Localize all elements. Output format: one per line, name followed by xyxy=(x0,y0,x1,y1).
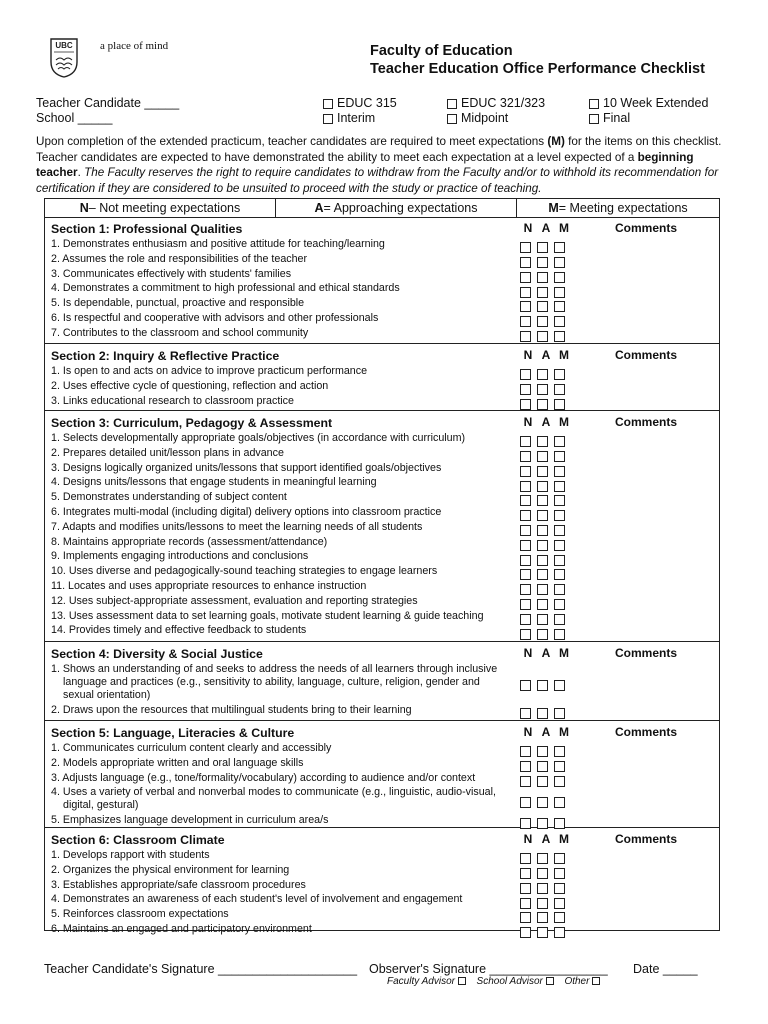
column-m: M xyxy=(559,415,569,429)
checklist-item: 9. Implements engaging introductions and conclusions xyxy=(51,550,309,563)
rating-m-checkbox[interactable] xyxy=(554,436,565,447)
rating-a-checkbox[interactable] xyxy=(537,927,548,938)
rating-a-checkbox[interactable] xyxy=(537,287,548,298)
rating-a-checkbox[interactable] xyxy=(537,331,548,342)
checklist-item: 1. Communicates curriculum content clearly and accessibly xyxy=(51,742,332,754)
rating-n-checkbox[interactable] xyxy=(520,257,531,268)
column-m: M xyxy=(559,725,569,739)
checklist-item: 1. Demonstrates enthusiasm and positive attitude for teaching/learning xyxy=(51,238,385,250)
ubc-logo xyxy=(50,38,78,78)
rating-n-checkbox[interactable] xyxy=(520,599,531,610)
checklist-item: 5. Is dependable, punctual, proactive and responsible xyxy=(51,297,305,310)
rating-checkboxes xyxy=(520,924,571,942)
comments-header: Comments xyxy=(615,415,678,429)
rating-a-checkbox[interactable] xyxy=(537,495,548,506)
checklist-item: 11. Locates and uses appropriate resources to enhance instruction xyxy=(51,580,367,592)
rating-m-checkbox[interactable] xyxy=(554,510,565,521)
column-m: M xyxy=(559,832,569,846)
faculty-title: Faculty of Education xyxy=(370,43,513,59)
checklist-item: 3. Links educational research to classroom practice xyxy=(51,394,294,407)
rating-n-checkbox[interactable] xyxy=(520,495,531,506)
rating-n-checkbox[interactable] xyxy=(520,287,531,298)
checklist-item: 7. Contributes to the classroom and school community xyxy=(51,326,309,339)
rating-a-checkbox[interactable] xyxy=(537,614,548,625)
rating-n-checkbox[interactable] xyxy=(520,868,531,879)
rating-m-checkbox[interactable] xyxy=(554,555,565,566)
option-final[interactable]: Final xyxy=(589,111,630,125)
checklist-item: 13. Uses assessment data to set learning goals, motivate student learning & guide teaching xyxy=(51,609,484,622)
rating-checkboxes xyxy=(520,625,571,643)
section-title: Section 2: Inquiry & Reflective Practice xyxy=(51,349,280,363)
rating-a-checkbox[interactable] xyxy=(537,599,548,610)
school-advisor-checkbox[interactable] xyxy=(546,977,554,985)
rating-n-checkbox[interactable] xyxy=(520,384,531,395)
rating-n-checkbox[interactable] xyxy=(520,436,531,447)
rating-columns-header xyxy=(519,221,573,235)
rating-n-checkbox[interactable] xyxy=(520,451,531,462)
rating-m-checkbox[interactable] xyxy=(554,569,565,580)
rating-m-checkbox[interactable] xyxy=(554,369,565,380)
rating-a-checkbox[interactable] xyxy=(537,797,548,808)
comments-header: Comments xyxy=(615,221,678,235)
column-a: A xyxy=(541,348,551,362)
rating-n-checkbox[interactable] xyxy=(520,746,531,757)
checkbox[interactable] xyxy=(589,99,599,109)
checklist-section xyxy=(45,344,719,411)
rating-n-checkbox[interactable] xyxy=(520,331,531,342)
checklist-item: 2. Uses effective cycle of questioning, reflection and action xyxy=(51,379,329,392)
option-10-week[interactable]: 10 Week Extended xyxy=(589,96,708,110)
column-a: A xyxy=(541,221,551,235)
faculty-advisor-checkbox[interactable] xyxy=(458,977,466,985)
date-field[interactable]: Date _____ xyxy=(633,962,698,976)
checklist-item: 6. Is respectful and cooperative with advisors and other professionals xyxy=(51,312,379,324)
rating-a-checkbox[interactable] xyxy=(537,708,548,719)
rating-n-checkbox[interactable] xyxy=(520,369,531,380)
rating-checkboxes xyxy=(520,794,571,812)
rating-columns-header xyxy=(519,832,573,846)
checklist-item: 3. Designs logically organized units/lessons that support identified goals/objectives xyxy=(51,461,442,474)
rating-a-checkbox[interactable] xyxy=(537,761,548,772)
rating-m-checkbox[interactable] xyxy=(554,287,565,298)
rating-a-checkbox[interactable] xyxy=(537,883,548,894)
section-title: Section 3: Curriculum, Pedagogy & Assessment xyxy=(51,416,333,430)
other-checkbox[interactable] xyxy=(592,977,600,985)
section-title: Section 4: Diversity & Social Justice xyxy=(51,647,263,661)
legend-n: N – Not meeting expectations xyxy=(45,199,276,217)
checklist-item: 2. Assumes the role and responsibilities of the teacher xyxy=(51,252,308,265)
rating-n-checkbox[interactable] xyxy=(520,481,531,492)
column-n: N xyxy=(523,348,533,362)
rating-a-checkbox[interactable] xyxy=(537,510,548,521)
column-n: N xyxy=(523,832,533,846)
rating-a-checkbox[interactable] xyxy=(537,555,548,566)
checklist-item: 6. Integrates multi-modal (including digital) delivery options into classroom practice xyxy=(51,506,442,518)
checklist-item: 1. Selects developmentally appropriate goals/objectives (in accordance with curriculum) xyxy=(51,432,466,444)
rating-n-checkbox[interactable] xyxy=(520,525,531,536)
rating-a-checkbox[interactable] xyxy=(537,746,548,757)
rating-m-checkbox[interactable] xyxy=(554,257,565,268)
column-n: N xyxy=(523,725,533,739)
comments-header: Comments xyxy=(615,348,678,362)
checklist-item: 5. Reinforces classroom expectations xyxy=(51,908,229,921)
checkbox[interactable] xyxy=(447,99,457,109)
checklist-title: Teacher Education Office Performance Checklist xyxy=(370,61,705,77)
rating-m-checkbox[interactable] xyxy=(554,680,565,691)
tagline: a place of mind xyxy=(100,40,169,52)
rating-m-checkbox[interactable] xyxy=(554,540,565,551)
rating-n-checkbox[interactable] xyxy=(520,466,531,477)
column-m: M xyxy=(559,221,569,235)
rating-n-checkbox[interactable] xyxy=(520,301,531,312)
rating-m-checkbox[interactable] xyxy=(554,746,565,757)
rating-n-checkbox[interactable] xyxy=(520,399,531,410)
legend xyxy=(44,198,720,218)
rating-a-checkbox[interactable] xyxy=(537,466,548,477)
checklist-item: 8. Maintains appropriate records (assessment/attendance) xyxy=(51,535,328,548)
rating-a-checkbox[interactable] xyxy=(537,451,548,462)
rating-n-checkbox[interactable] xyxy=(520,316,531,327)
option-midpoint[interactable]: Midpoint xyxy=(447,111,508,125)
rating-m-checkbox[interactable] xyxy=(554,301,565,312)
rating-a-checkbox[interactable] xyxy=(537,680,548,691)
rating-n-checkbox[interactable] xyxy=(520,797,531,808)
option-educ315[interactable]: EDUC 315 xyxy=(323,96,397,110)
rating-columns-header xyxy=(519,348,573,362)
rating-a-checkbox[interactable] xyxy=(537,436,548,447)
section-title: Section 1: Professional Qualities xyxy=(51,222,243,236)
column-a: A xyxy=(541,832,551,846)
rating-n-checkbox[interactable] xyxy=(520,510,531,521)
column-n: N xyxy=(523,646,533,660)
rating-n-checkbox[interactable] xyxy=(520,242,531,253)
section-title: Section 5: Language, Literacies & Culture xyxy=(51,726,295,740)
comments-header: Comments xyxy=(615,725,678,739)
column-m: M xyxy=(559,348,569,362)
rating-a-checkbox[interactable] xyxy=(537,272,548,283)
checklist-item: 3. Communicates effectively with students' families xyxy=(51,267,292,280)
checklist-section xyxy=(45,828,719,935)
intro-paragraph: Upon completion of the extended practicum, teacher candidates are required to meet expectations (M) for the items on this checklist. Teacher candidates are expected to have demonstrated the ability to meet each expectation at a level expected of a beginning teacher. The Faculty reserves the right to require candidates to withdraw from the Faculty and/or to withhold its recommendation for certification if they are considered to be unsuited to proceed with the study or practice of teaching. xyxy=(36,135,722,195)
rating-checkboxes xyxy=(520,677,571,695)
column-a: A xyxy=(541,725,551,739)
rating-m-checkbox[interactable] xyxy=(554,481,565,492)
checklist-item: 12. Uses subject-appropriate assessment, evaluation and reporting strategies xyxy=(51,594,418,607)
rating-a-checkbox[interactable] xyxy=(537,584,548,595)
candidate-signature[interactable]: Teacher Candidate's Signature ____________________ xyxy=(44,962,358,976)
rating-a-checkbox[interactable] xyxy=(537,629,548,640)
column-a: A xyxy=(541,415,551,429)
rating-a-checkbox[interactable] xyxy=(537,540,548,551)
rating-m-checkbox[interactable] xyxy=(554,584,565,595)
column-m: M xyxy=(559,646,569,660)
checkbox[interactable] xyxy=(323,114,333,124)
rating-m-checkbox[interactable] xyxy=(554,761,565,772)
teacher-candidate-field[interactable]: Teacher Candidate _____ xyxy=(36,96,180,110)
rating-n-checkbox[interactable] xyxy=(520,272,531,283)
checklist-item: 1. Is open to and acts on advice to improve practicum performance xyxy=(51,365,368,377)
legend-m: M = Meeting expectations xyxy=(548,201,688,215)
rating-n-checkbox[interactable] xyxy=(520,680,531,691)
checklist-item: 4. Designs units/lessons that engage students in meaningful learning xyxy=(51,476,377,489)
comments-header: Comments xyxy=(615,646,678,660)
option-educ321[interactable]: EDUC 321/323 xyxy=(447,96,545,110)
rating-a-checkbox[interactable] xyxy=(537,369,548,380)
svg-text:UBC: UBC xyxy=(55,41,73,50)
checklist-item: 3. Adjusts language (e.g., tone/formality/vocabulary) according to audience and/or context xyxy=(51,771,476,784)
checklist-item: 4. Demonstrates a commitment to high professional and ethical standards xyxy=(51,282,400,295)
rating-a-checkbox[interactable] xyxy=(537,257,548,268)
column-n: N xyxy=(523,221,533,235)
rating-a-checkbox[interactable] xyxy=(537,898,548,909)
school-field[interactable]: School _____ xyxy=(36,111,113,125)
rating-n-checkbox[interactable] xyxy=(520,883,531,894)
checklist-table xyxy=(44,217,720,935)
rating-n-checkbox[interactable] xyxy=(520,629,531,640)
comments-header: Comments xyxy=(615,832,678,846)
checklist-item: 1. Shows an understanding of and seeks to address the needs of all learners through inclusive language and practices (e.g., sensitivity to ability, language, culture, religion, gender and sexual orientation) xyxy=(51,663,498,701)
checklist-item: 6. Maintains an engaged and participatory environment xyxy=(51,923,312,935)
rating-m-checkbox[interactable] xyxy=(554,495,565,506)
checklist-section xyxy=(45,642,719,721)
rating-m-checkbox[interactable] xyxy=(554,614,565,625)
checklist-item: 14. Provides timely and effective feedback to students xyxy=(51,624,307,637)
checklist-item: 4. Uses a variety of verbal and nonverbal modes to communicate (e.g., linguistic, audio-visual, digital, gestural) xyxy=(51,786,496,812)
rating-n-checkbox[interactable] xyxy=(520,927,531,938)
observer-signature[interactable]: Observer's Signature _________________ xyxy=(369,962,608,976)
rating-a-checkbox[interactable] xyxy=(537,853,548,864)
legend-a: A = Approaching expectations xyxy=(276,199,517,217)
rating-n-checkbox[interactable] xyxy=(520,584,531,595)
rating-m-checkbox[interactable] xyxy=(554,868,565,879)
rating-m-checkbox[interactable] xyxy=(554,708,565,719)
rating-m-checkbox[interactable] xyxy=(554,466,565,477)
rating-columns-header xyxy=(519,415,573,429)
rating-m-checkbox[interactable] xyxy=(554,797,565,808)
rating-n-checkbox[interactable] xyxy=(520,555,531,566)
checklist-item: 2. Prepares detailed unit/lesson plans in advance xyxy=(51,446,284,459)
rating-n-checkbox[interactable] xyxy=(520,776,531,787)
checklist-item: 3. Establishes appropriate/safe classroom procedures xyxy=(51,878,306,891)
option-interim[interactable]: Interim xyxy=(323,111,375,125)
checklist-section xyxy=(45,217,719,344)
rating-a-checkbox[interactable] xyxy=(537,242,548,253)
rating-m-checkbox[interactable] xyxy=(554,451,565,462)
rating-m-checkbox[interactable] xyxy=(554,399,565,410)
rating-a-checkbox[interactable] xyxy=(537,481,548,492)
rating-m-checkbox[interactable] xyxy=(554,853,565,864)
rating-a-checkbox[interactable] xyxy=(537,399,548,410)
checklist-section xyxy=(45,721,719,828)
rating-m-checkbox[interactable] xyxy=(554,384,565,395)
rating-a-checkbox[interactable] xyxy=(537,301,548,312)
rating-m-checkbox[interactable] xyxy=(554,242,565,253)
rating-a-checkbox[interactable] xyxy=(537,776,548,787)
rating-n-checkbox[interactable] xyxy=(520,569,531,580)
rating-m-checkbox[interactable] xyxy=(554,629,565,640)
observer-role: Faculty Advisor School Advisor Other xyxy=(387,976,604,987)
rating-columns-header xyxy=(519,725,573,739)
checklist-section xyxy=(45,411,719,642)
rating-n-checkbox[interactable] xyxy=(520,761,531,772)
checklist-item: 10. Uses diverse and pedagogically-sound teaching strategies to engage learners xyxy=(51,565,438,578)
section-title: Section 6: Classroom Climate xyxy=(51,833,225,847)
rating-m-checkbox[interactable] xyxy=(554,525,565,536)
rating-columns-header xyxy=(519,646,573,660)
column-n: N xyxy=(523,415,533,429)
checklist-item: 5. Demonstrates understanding of subject content xyxy=(51,491,287,504)
checklist-item: 2. Models appropriate written and oral language skills xyxy=(51,756,304,769)
rating-m-checkbox[interactable] xyxy=(554,912,565,923)
rating-m-checkbox[interactable] xyxy=(554,599,565,610)
rating-m-checkbox[interactable] xyxy=(554,898,565,909)
rating-m-checkbox[interactable] xyxy=(554,883,565,894)
rating-n-checkbox[interactable] xyxy=(520,912,531,923)
rating-m-checkbox[interactable] xyxy=(554,776,565,787)
checklist-item: 1. Develops rapport with students xyxy=(51,849,210,861)
rating-m-checkbox[interactable] xyxy=(554,272,565,283)
checklist-item: 2. Draws upon the resources that multilingual students bring to their learning xyxy=(51,703,412,716)
rating-checkboxes xyxy=(520,773,571,791)
rating-a-checkbox[interactable] xyxy=(537,912,548,923)
checkbox[interactable] xyxy=(323,99,333,109)
checklist-item: 2. Organizes the physical environment for learning xyxy=(51,863,290,876)
rating-n-checkbox[interactable] xyxy=(520,614,531,625)
checklist-item: 4. Demonstrates an awareness of each student's level of involvement and engagement xyxy=(51,893,463,906)
rating-m-checkbox[interactable] xyxy=(554,331,565,342)
rating-n-checkbox[interactable] xyxy=(520,853,531,864)
rating-m-checkbox[interactable] xyxy=(554,927,565,938)
rating-m-checkbox[interactable] xyxy=(554,316,565,327)
rating-n-checkbox[interactable] xyxy=(520,540,531,551)
rating-a-checkbox[interactable] xyxy=(537,868,548,879)
checklist-item: 5. Emphasizes language development in curriculum area/s xyxy=(51,814,329,827)
rating-a-checkbox[interactable] xyxy=(537,316,548,327)
rating-n-checkbox[interactable] xyxy=(520,898,531,909)
rating-n-checkbox[interactable] xyxy=(520,708,531,719)
rating-a-checkbox[interactable] xyxy=(537,569,548,580)
column-a: A xyxy=(541,646,551,660)
checklist-item: 7. Adapts and modifies units/lessons to meet the learning needs of all students xyxy=(51,520,423,533)
rating-a-checkbox[interactable] xyxy=(537,384,548,395)
checkbox[interactable] xyxy=(447,114,457,124)
rating-a-checkbox[interactable] xyxy=(537,525,548,536)
checkbox[interactable] xyxy=(589,114,599,124)
